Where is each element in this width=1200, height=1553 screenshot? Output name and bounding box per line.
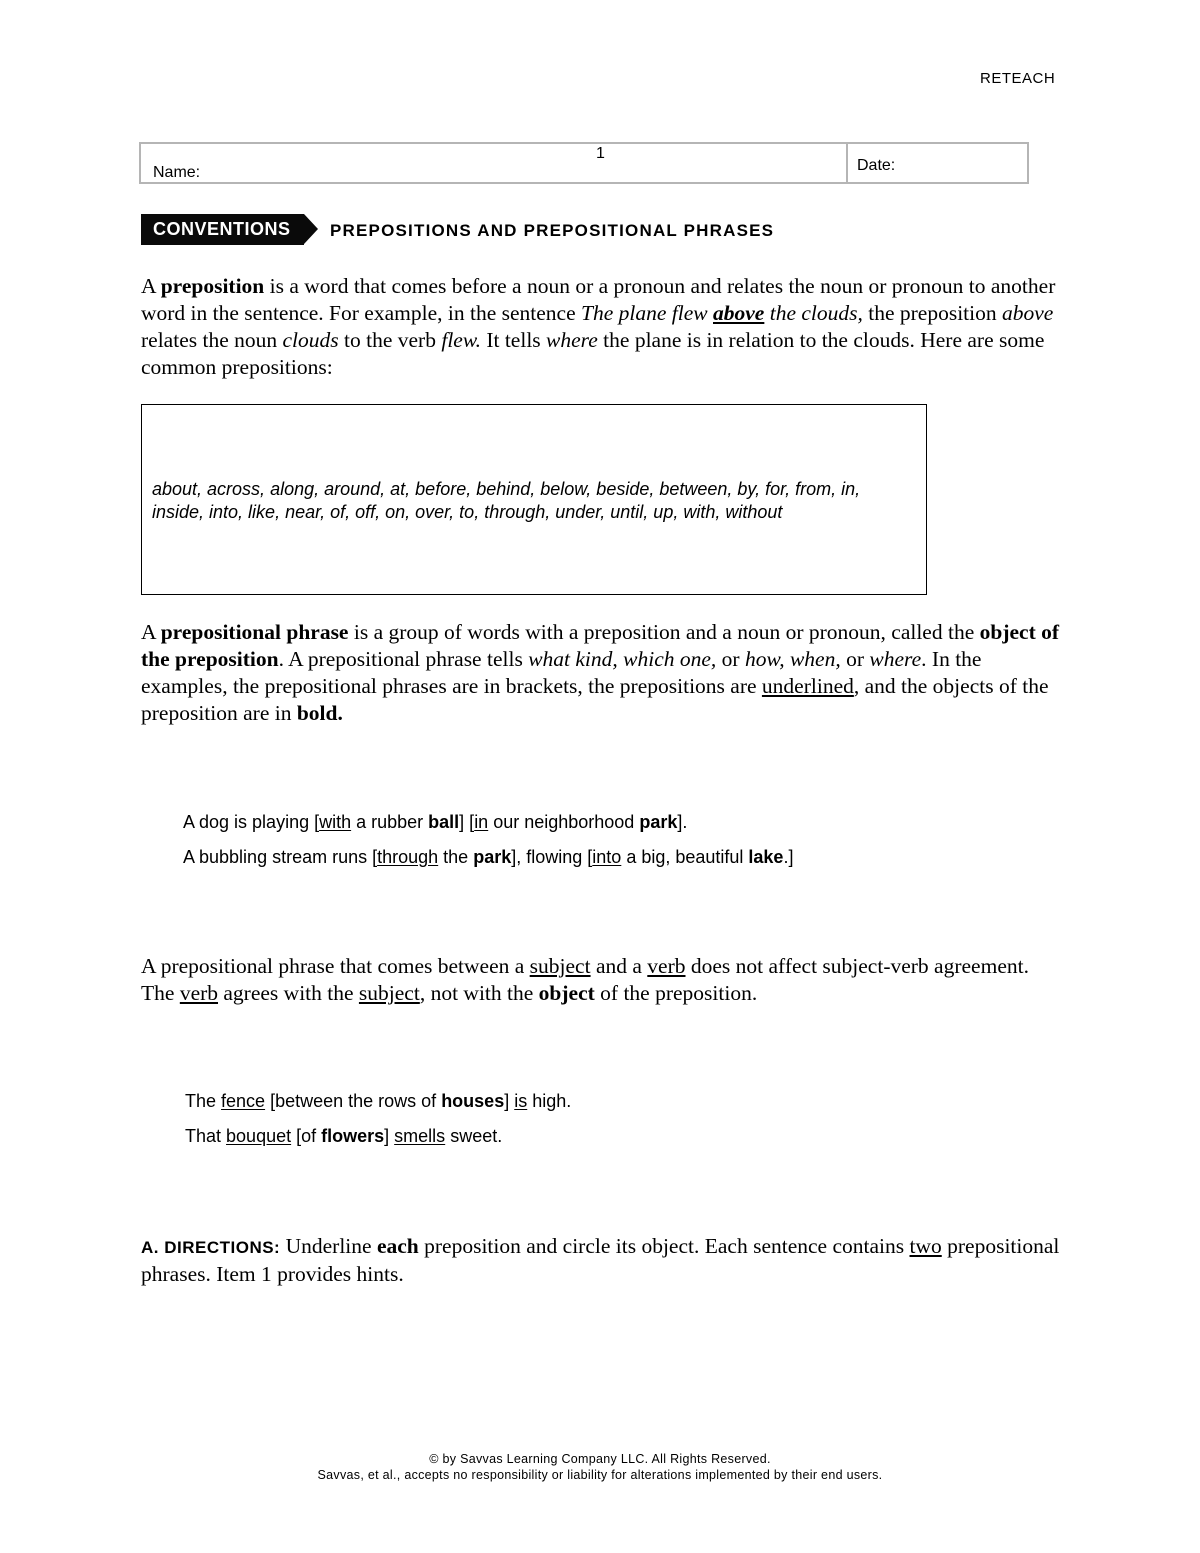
- conventions-tag: CONVENTIONS: [141, 214, 304, 245]
- phrase-definition-paragraph: A prepositional phrase is a group of words with a preposition and a noun or pronoun, called the object of the preposition. A prepositional phrase tells what kind, which one, or how, when, or where. In the examples, the prepositional phrases are in brackets, the prepositions are underlined, and the objects of the preposition are in bold.: [141, 620, 1060, 725]
- conventions-tag-arrow: [304, 214, 318, 244]
- reteach-label: RETEACH: [980, 70, 1056, 87]
- directions-paragraph: A. DIRECTIONS: Underline each preposition and circle its object. Each sentence contains two prepositional phrases. Item 1 provides hints.: [141, 1234, 1060, 1286]
- preposition-list: about, across, along, around, at, before, behind, below, beside, between, by, for, from, in, inside, into, like, near, of, off, on, over, to, through, under, until, up, with, without: [152, 479, 861, 522]
- box-divider: [846, 144, 848, 182]
- date-field-label: Date:: [857, 157, 896, 174]
- directions-label: A. DIRECTIONS:: [141, 1238, 281, 1257]
- footer-copyright: © by Savvas Learning Company LLC. All Rights Reserved.: [429, 1452, 771, 1466]
- page-number: 1: [596, 145, 605, 162]
- section-title: PREPOSITIONS AND PREPOSITIONAL PHRASES: [330, 221, 775, 240]
- example-sentence-1: A dog is playing [with a rubber ball] [in our neighborhood park].: [183, 812, 688, 832]
- example-sentence-3: The fence [between the rows of houses] is high.: [185, 1091, 572, 1111]
- preposition-list-box: [141, 404, 927, 595]
- example-sentence-4: That bouquet [of flowers] smells sweet.: [185, 1126, 503, 1146]
- intro-paragraph: A preposition is a word that comes before a noun or a pronoun and relates the noun or pronoun to another word in the sentence. For example, in the sentence The plane flew above the clouds, the preposition above relates the noun clouds to the verb flew. It tells where the plane is in relation to the clouds. Here are some common prepositions:: [141, 274, 1056, 379]
- name-date-box: [139, 142, 1029, 184]
- agreement-paragraph: A prepositional phrase that comes between a subject and a verb does not affect subject-verb agreement. The verb agrees with the subject, not with the object of the preposition.: [141, 954, 1029, 1005]
- example-sentence-2: A bubbling stream runs [through the park], flowing [into a big, beautiful lake.]: [183, 847, 794, 867]
- footer-disclaimer: Savvas, et al., accepts no responsibility or liability for alterations implemented by their end users.: [317, 1468, 883, 1482]
- name-field-label: Name:: [153, 164, 201, 181]
